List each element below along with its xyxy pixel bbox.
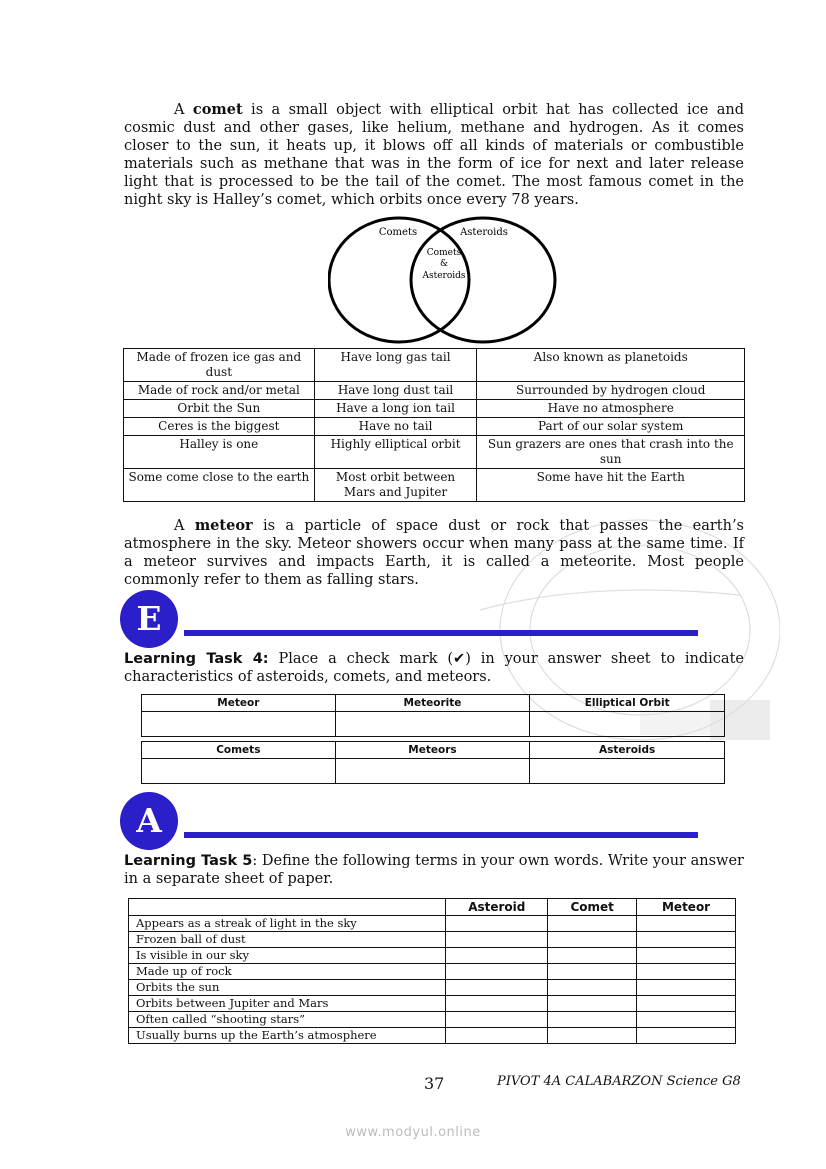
meteor-paragraph: [124, 517, 744, 589]
comparison-cell: Sun grazers are ones that crash into the sun: [477, 436, 745, 469]
task4-answer-cell[interactable]: [335, 759, 530, 784]
venn-center-line1: Comets: [426, 248, 462, 258]
task4-header-elliptical-orbit: Elliptical Orbit: [530, 695, 725, 712]
task5-table: [128, 898, 736, 1044]
comet-paragraph-lead: A: [174, 102, 193, 118]
task5-row-label: Orbits between Jupiter and Mars: [129, 996, 446, 1012]
learning-task-5: [124, 852, 744, 888]
task5-answer-cell[interactable]: [548, 964, 637, 980]
venn-left-label: Comets: [378, 227, 418, 238]
task5-answer-cell[interactable]: [446, 996, 548, 1012]
task5-header-comet: Comet: [548, 899, 637, 916]
comparison-row: [124, 436, 745, 469]
task5-answer-cell[interactable]: [637, 1012, 736, 1028]
task4-header-meteor: Meteor: [142, 695, 336, 712]
task5-answer-cell[interactable]: [548, 996, 637, 1012]
task4-answer-cell[interactable]: [530, 712, 725, 737]
comparison-cell: Highly elliptical orbit: [314, 436, 477, 469]
comparison-cell: Also known as planetoids: [477, 349, 745, 382]
website-watermark: www.modyul.online: [345, 1125, 481, 1140]
meteor-paragraph-lead: A: [174, 518, 195, 534]
task5-answer-cell[interactable]: [637, 948, 736, 964]
venn-diagram: [328, 216, 560, 346]
task5-answer-cell[interactable]: [446, 948, 548, 964]
task4-header-asteroids: Asteroids: [530, 742, 725, 759]
task5-row: [129, 964, 736, 980]
comparison-row: [124, 382, 745, 400]
comet-term: comet: [192, 101, 243, 118]
task4-answer-cell[interactable]: [142, 712, 336, 737]
task5-row-label: Frozen ball of dust: [129, 932, 446, 948]
comet-paragraph-text: is a small object with elliptical orbit hat has collected ice and cosmic dust and other gases, like helium, methane and hydrogen. As it comes closer to the sun, it heats up, it blows off all kinds of materials or combustible materials such as methane that was in the form of ice for next and later release light that is processed to be the tail of the comet. The most famous comet in the night sky is Halley’s comet, which orbits once every 78 years.: [124, 102, 744, 208]
task5-row: [129, 980, 736, 996]
comparison-cell: Surrounded by hydrogen cloud: [477, 382, 745, 400]
page-number: 37: [424, 1074, 445, 1093]
comparison-cell: Made of frozen ice gas and dust: [124, 349, 315, 382]
comparison-cell: Some come close to the earth: [124, 469, 315, 502]
task5-row-label: Orbits the sun: [129, 980, 446, 996]
task4-header-meteors: Meteors: [335, 742, 530, 759]
comparison-cell: Halley is one: [124, 436, 315, 469]
comparison-row: [124, 418, 745, 436]
learning-task-4: [124, 650, 744, 686]
comparison-cell: Some have hit the Earth: [477, 469, 745, 502]
learning-task-4-text: Place a check mark (✔) in your answer sheet to indicate characteristics of asteroids, comets, and meteors.: [124, 651, 744, 685]
task5-row: [129, 948, 736, 964]
task4-header-meteorite: Meteorite: [335, 695, 530, 712]
venn-right-label: Asteroids: [460, 227, 508, 238]
task4-answer-cell[interactable]: [530, 759, 725, 784]
comparison-row: [124, 349, 745, 382]
task5-row-label: Appears as a streak of light in the sky: [129, 916, 446, 932]
comparison-cell: Have no atmosphere: [477, 400, 745, 418]
task4-table-1: [141, 694, 725, 737]
comparison-cell: Have no tail: [314, 418, 477, 436]
task5-answer-cell[interactable]: [548, 1028, 637, 1044]
meteor-term: meteor: [194, 517, 253, 534]
section-a-divider: [184, 832, 698, 838]
task5-answer-cell[interactable]: [446, 964, 548, 980]
task5-answer-cell[interactable]: [637, 980, 736, 996]
section-a-badge: A: [120, 792, 178, 850]
venn-center-line3: Asteroids: [422, 271, 466, 281]
task5-header-meteor: Meteor: [637, 899, 736, 916]
task5-row-label: Usually burns up the Earth’s atmosphere: [129, 1028, 446, 1044]
comparison-cell: Ceres is the biggest: [124, 418, 315, 436]
task5-answer-cell[interactable]: [548, 1012, 637, 1028]
meteor-paragraph-text: is a particle of space dust or rock that passes the earth’s atmosphere in the sky. Meteor showers occur when many pass at the same time. If a meteor survives and impacts Earth, it is called a meteorite. Most people commonly refer to them as falling stars.: [124, 518, 744, 588]
comparison-cell: Have long gas tail: [314, 349, 477, 382]
task5-answer-cell[interactable]: [637, 964, 736, 980]
task5-answer-cell[interactable]: [548, 948, 637, 964]
comparison-table: [123, 348, 745, 502]
task5-answer-cell[interactable]: [637, 916, 736, 932]
comet-paragraph: [124, 101, 744, 209]
task5-answer-cell[interactable]: [446, 1028, 548, 1044]
task5-header-blank: [129, 899, 446, 916]
task5-row: [129, 1012, 736, 1028]
comparison-cell: Have a long ion tail: [314, 400, 477, 418]
learning-task-5-label: Learning Task 5: [124, 853, 253, 869]
comparison-cell: Orbit the Sun: [124, 400, 315, 418]
task5-answer-cell[interactable]: [548, 980, 637, 996]
task5-answer-cell[interactable]: [446, 916, 548, 932]
task5-answer-cell[interactable]: [548, 916, 637, 932]
task5-answer-cell[interactable]: [548, 932, 637, 948]
task5-answer-cell[interactable]: [637, 1028, 736, 1044]
task5-row-label: Made up of rock: [129, 964, 446, 980]
publication-title: PIVOT 4A CALABARZON Science G8: [497, 1074, 741, 1089]
task5-header-asteroid: Asteroid: [446, 899, 548, 916]
task4-answer-cell[interactable]: [335, 712, 530, 737]
learning-task-4-label: Learning Task 4:: [124, 651, 269, 667]
venn-center-line2: &: [439, 259, 449, 269]
task5-answer-cell[interactable]: [637, 932, 736, 948]
comparison-cell: Most orbit between Mars and Jupiter: [314, 469, 477, 502]
task4-header-comets: Comets: [142, 742, 336, 759]
task5-row-label: Often called “shooting stars”: [129, 1012, 446, 1028]
task5-row: [129, 1028, 736, 1044]
comparison-cell: Made of rock and/or metal: [124, 382, 315, 400]
comparison-row: [124, 400, 745, 418]
task4-answer-cell[interactable]: [142, 759, 336, 784]
task5-answer-cell[interactable]: [446, 932, 548, 948]
task5-answer-cell[interactable]: [446, 1012, 548, 1028]
task5-row: [129, 996, 736, 1012]
section-e-divider: [184, 630, 698, 636]
comparison-cell: Part of our solar system: [477, 418, 745, 436]
comparison-row: [124, 469, 745, 502]
task4-table-2: [141, 741, 725, 784]
comparison-cell: Have long dust tail: [314, 382, 477, 400]
task5-row-label: Is visible in our sky: [129, 948, 446, 964]
task5-row: [129, 916, 736, 932]
task5-row: [129, 932, 736, 948]
section-e-badge: E: [120, 590, 178, 648]
learning-task-5-text: : Define the following terms in your own words. Write your answer in a separate sheet of paper.: [124, 853, 744, 887]
task5-answer-cell[interactable]: [637, 996, 736, 1012]
task5-answer-cell[interactable]: [446, 980, 548, 996]
